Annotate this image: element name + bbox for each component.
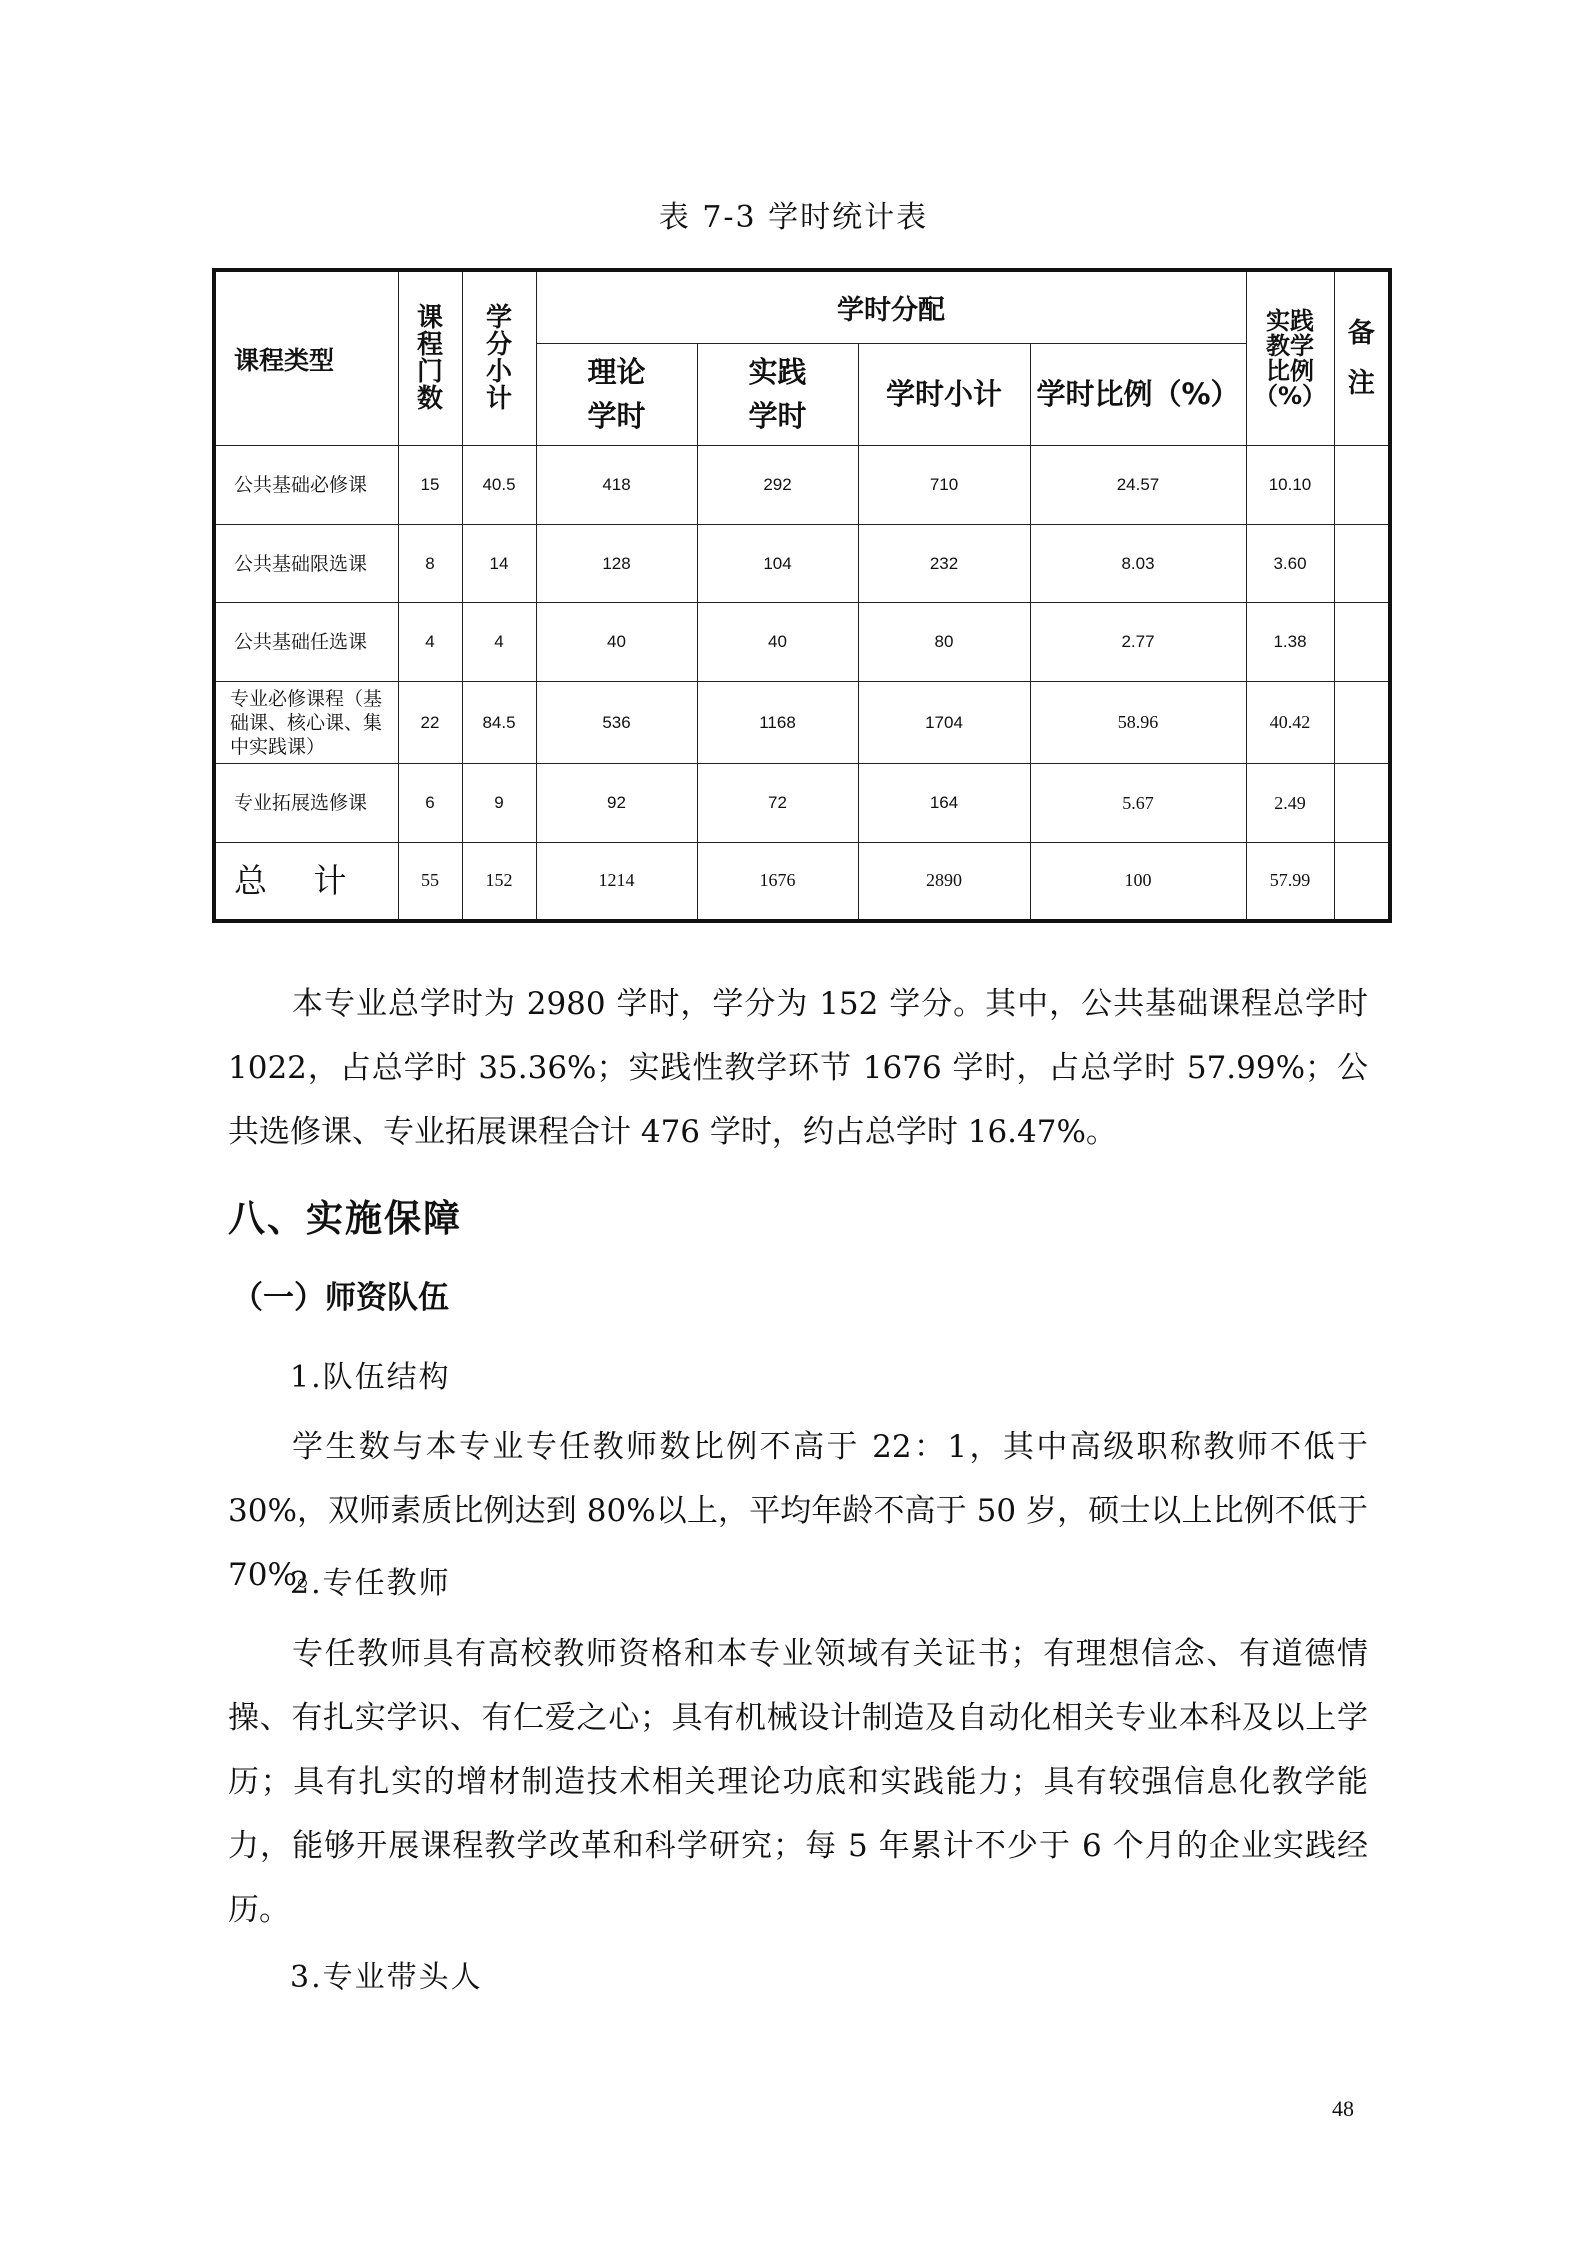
item-paragraph: 学生数与本专业专任教师数比例不高于 22：1，其中高级职称教师不低于 30%，双师素质比例达到 80%以上，平均年龄不高于 50 岁，硕士以上比例不低于 70%。 (228, 1429, 1368, 1593)
total-subtotal: 2890 (858, 842, 1030, 921)
row-course-type: 公共基础任选课 (214, 603, 398, 682)
table-caption: 表 7-3 学时统计表 (658, 200, 929, 235)
row-ratio: 58.96 (1030, 681, 1246, 764)
row-theory: 40 (536, 603, 697, 682)
row-credits: 40.5 (462, 446, 536, 525)
total-ratio: 100 (1030, 842, 1246, 921)
row-remark (1334, 524, 1390, 603)
row-practice: 40 (697, 603, 858, 682)
header-practice-ratio: 实践 教学 比例 （%） (1246, 270, 1334, 446)
row-count: 6 (398, 764, 462, 843)
hours-statistics-table (212, 268, 1392, 923)
row-subtotal: 232 (858, 524, 1030, 603)
row-practice: 1168 (697, 681, 858, 764)
row-count: 8 (398, 524, 462, 603)
header-course-type: 课程类型 (214, 270, 398, 446)
row-practice-ratio: 2.49 (1246, 764, 1334, 843)
page-number: 48 (1332, 2096, 1354, 2121)
row-theory: 536 (536, 681, 697, 764)
total-practice-ratio: 57.99 (1246, 842, 1334, 921)
total-theory: 1214 (536, 842, 697, 921)
row-remark (1334, 764, 1390, 843)
header-course-count: 课程门数 (398, 270, 462, 446)
row-practice: 104 (697, 524, 858, 603)
table-total-row (214, 842, 1390, 921)
row-ratio: 5.67 (1030, 764, 1246, 843)
row-count: 15 (398, 446, 462, 525)
row-count: 4 (398, 603, 462, 682)
total-label: 总 计 (214, 842, 398, 921)
row-credits: 84.5 (462, 681, 536, 764)
table-row (214, 524, 1390, 603)
row-practice-ratio: 3.60 (1246, 524, 1334, 603)
row-remark (1334, 681, 1390, 764)
row-ratio: 2.77 (1030, 603, 1246, 682)
header-remark: 备 注 (1334, 270, 1390, 446)
row-credits: 4 (462, 603, 536, 682)
row-remark (1334, 603, 1390, 682)
row-subtotal: 80 (858, 603, 1030, 682)
total-count: 55 (398, 842, 462, 921)
item-paragraph: 专任教师具有高校教师资格和本专业领域有关证书；有理想信念、有道德情操、有扎实学识、有仁爱之心；具有机械设计制造及自动化相关专业本科及以上学历；具有扎实的增材制造技术相关理论功底和实践能力；具有较强信息化教学能力，能够开展课程教学改革和科学研究；每 5 年累计不少于 6 个月的企业实践经历。 (228, 1636, 1368, 1928)
row-credits: 14 (462, 524, 536, 603)
header-theory-hours: 理论 学时 (536, 343, 697, 446)
row-practice-ratio: 40.42 (1246, 681, 1334, 764)
header-hour-ratio: 学时比例（%） (1030, 343, 1246, 446)
table-row (214, 446, 1390, 525)
summary-paragraph: 本专业总学时为 2980 学时，学分为 152 学分。其中，公共基础课程总学时 1022，占总学时 35.36%；实践性教学环节 1676 学时，占总学时 57.99%；公共选修课、专业拓展课程合计 476 学时，约占总学时 16.47%。 (228, 986, 1368, 1150)
subsection-title: （一）师资队伍 (232, 1280, 449, 1316)
row-practice: 292 (697, 446, 858, 525)
header-credit-subtotal: 学分小计 (462, 270, 536, 446)
row-ratio: 24.57 (1030, 446, 1246, 525)
row-credits: 9 (462, 764, 536, 843)
item-heading: 3.专业带头人 (290, 1960, 483, 1995)
section-title: 八、实施保障 (228, 1197, 462, 1240)
row-theory: 418 (536, 446, 697, 525)
item-heading: 1.队伍结构 (290, 1360, 451, 1395)
table-row (214, 764, 1390, 843)
table-row (214, 603, 1390, 682)
table-row (214, 681, 1390, 764)
row-practice: 72 (697, 764, 858, 843)
header-practice-hours: 实践 学时 (697, 343, 858, 446)
row-course-type: 专业必修课程（基础课、核心课、集中实践课） (214, 681, 398, 764)
row-theory: 92 (536, 764, 697, 843)
total-remark (1334, 842, 1390, 921)
item-heading: 2.专任教师 (290, 1566, 451, 1601)
row-practice-ratio: 1.38 (1246, 603, 1334, 682)
row-ratio: 8.03 (1030, 524, 1246, 603)
total-practice: 1676 (697, 842, 858, 921)
row-subtotal: 1704 (858, 681, 1030, 764)
row-subtotal: 164 (858, 764, 1030, 843)
row-course-type: 公共基础限选课 (214, 524, 398, 603)
row-practice-ratio: 10.10 (1246, 446, 1334, 525)
header-hour-allocation: 学时分配 (536, 270, 1246, 343)
row-remark (1334, 446, 1390, 525)
row-course-type: 公共基础必修课 (214, 446, 398, 525)
row-subtotal: 710 (858, 446, 1030, 525)
row-course-type: 专业拓展选修课 (214, 764, 398, 843)
row-count: 22 (398, 681, 462, 764)
header-hour-subtotal: 学时小计 (858, 343, 1030, 446)
row-theory: 128 (536, 524, 697, 603)
total-credits: 152 (462, 842, 536, 921)
